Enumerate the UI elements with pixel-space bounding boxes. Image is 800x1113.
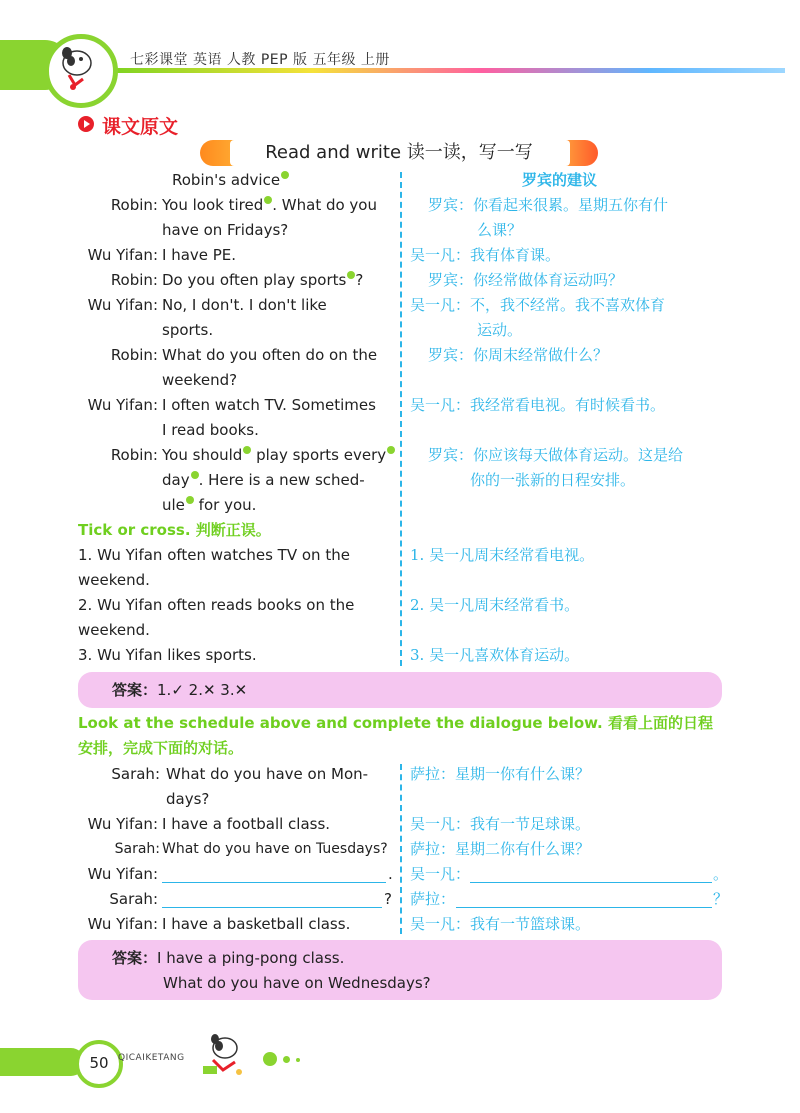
footer-green-tab	[0, 1048, 85, 1076]
line-translation: 罗宾：你应该每天做体育运动。这是给	[428, 446, 684, 464]
line-text: have on Fridays?	[162, 221, 289, 239]
header-title: 七彩课堂 英语 人教 PEP 版 五年级 上册	[130, 52, 390, 68]
blank-line-cn[interactable]	[456, 907, 712, 908]
line-translation: 吴一凡：我有一节篮球课。	[410, 915, 591, 933]
speaker: Wu Yifan:	[87, 815, 158, 833]
decor-dot	[263, 1052, 277, 1066]
line-translation: 吴一凡：我有一节足球课。	[410, 815, 591, 833]
line-text: Do you often play sports ?	[162, 271, 364, 289]
line-text: I have a football class.	[162, 815, 331, 833]
note-marker	[186, 496, 194, 504]
answer-text: 答案：I have a ping-pong class.	[112, 949, 345, 967]
tick-translation: 1. 吴一凡周末经常看电视。	[410, 546, 595, 564]
tick-item: weekend.	[78, 621, 150, 639]
section-play-icon	[78, 116, 94, 132]
line-translation: 罗宾：你经常做体育运动吗？	[428, 271, 624, 289]
line-text: You look tired . What do you	[162, 196, 377, 214]
tick-heading: Tick or cross. 判断正误。	[78, 521, 271, 539]
speaker: Robin:	[110, 196, 158, 214]
answer-text: 答案：1.✓ 2.✕ 3.✕	[112, 681, 248, 699]
banner-title: Read and write 读一读，写一写	[265, 142, 533, 163]
line-text: I have PE.	[162, 246, 237, 264]
line-translation: 么课？	[477, 221, 523, 239]
line-text: I often watch TV. Sometimes	[162, 396, 376, 414]
blank-line[interactable]	[162, 907, 382, 908]
line-text: You should play sports every	[162, 443, 395, 468]
speaker: Wu Yifan:	[87, 296, 158, 314]
line-text: No, I don't. I don't like	[162, 296, 327, 314]
dialogue-title-cn: 罗宾的建议	[522, 171, 598, 189]
line-translation: 吴一凡：我经常看电视。有时候看书。	[410, 396, 666, 414]
speaker: Wu Yifan:	[87, 915, 158, 933]
decor-dot	[296, 1058, 300, 1062]
line-text: ule for you.	[162, 496, 257, 514]
dialogue-title-en: Robin's advice	[172, 168, 289, 193]
tick-item: weekend.	[78, 571, 150, 589]
note-marker	[387, 446, 395, 454]
line-translation: 罗宾：你看起来很累。星期五你有什	[428, 196, 669, 214]
speaker: Wu Yifan:	[87, 865, 158, 883]
column-divider	[400, 764, 402, 934]
tick-item: 1. Wu Yifan often watches TV on the	[78, 546, 350, 564]
line-text: sports.	[162, 321, 214, 339]
answer-text: What do you have on Wednesdays?	[163, 974, 431, 992]
speaker: Sarah:	[109, 890, 158, 908]
line-punct-cn: ？	[713, 890, 729, 908]
section-title: 课文原文	[102, 116, 179, 138]
note-marker	[191, 471, 199, 479]
note-marker	[281, 171, 289, 179]
decor-dot	[283, 1056, 290, 1063]
speaker: Wu Yifan:	[87, 396, 158, 414]
line-text: I have a basketball class.	[162, 915, 351, 933]
line-text: I read books.	[162, 421, 259, 439]
line-translation: 罗宾：你周末经常做什么？	[428, 346, 609, 364]
line-translation: 吴一凡：不，我不经常。我不喜欢体育	[410, 296, 666, 314]
schedule-heading: Look at the schedule above and complete the dialogue below. 看看上面的日程	[78, 714, 713, 732]
tick-translation: 2. 吴一凡周末经常看书。	[410, 596, 580, 614]
line-text: What do you have on Mon-	[166, 765, 369, 783]
tick-item: 3. Wu Yifan likes sports.	[78, 646, 257, 664]
schedule-heading: 安排，完成下面的对话。	[78, 739, 244, 757]
tick-translation: 3. 吴一凡喜欢体育运动。	[410, 646, 580, 664]
blank-line[interactable]	[162, 882, 386, 883]
line-translation: 萨拉：星期一你有什么课？	[410, 765, 591, 783]
mascot-footer-icon	[195, 1030, 250, 1080]
line-translation: 吴一凡：	[410, 865, 471, 883]
blank-line-cn[interactable]	[470, 882, 712, 883]
column-divider	[400, 172, 402, 666]
line-translation: 萨拉：星期二你有什么课？	[410, 840, 591, 858]
line-punct: ?	[384, 890, 392, 908]
page-number: 50	[75, 1040, 123, 1088]
line-translation: 吴一凡：我有体育课。	[410, 246, 561, 264]
mascot-icon	[44, 34, 118, 108]
line-translation: 你的一张新的日程安排。	[470, 471, 636, 489]
speaker: Sarah:	[114, 841, 160, 857]
line-translation: 运动。	[477, 321, 523, 339]
line-text: What do you have on Tuesdays?	[162, 841, 388, 857]
line-punct-cn: 。	[713, 865, 729, 883]
speaker: Sarah:	[111, 765, 160, 783]
line-translation: 萨拉：	[410, 890, 456, 908]
speaker: Wu Yifan:	[87, 246, 158, 264]
speaker: Robin:	[110, 446, 158, 464]
line-text: What do you often do on the	[162, 346, 378, 364]
line-text: weekend?	[162, 371, 238, 389]
line-text: days?	[166, 790, 210, 808]
speaker: Robin:	[110, 346, 158, 364]
footer-brand: QICAIKETANG	[118, 1053, 185, 1063]
line-text: day . Here is a new sched-	[162, 471, 365, 489]
line-punct: .	[388, 865, 393, 883]
speaker: Robin:	[110, 271, 158, 289]
tick-item: 2. Wu Yifan often reads books on the	[78, 596, 355, 614]
